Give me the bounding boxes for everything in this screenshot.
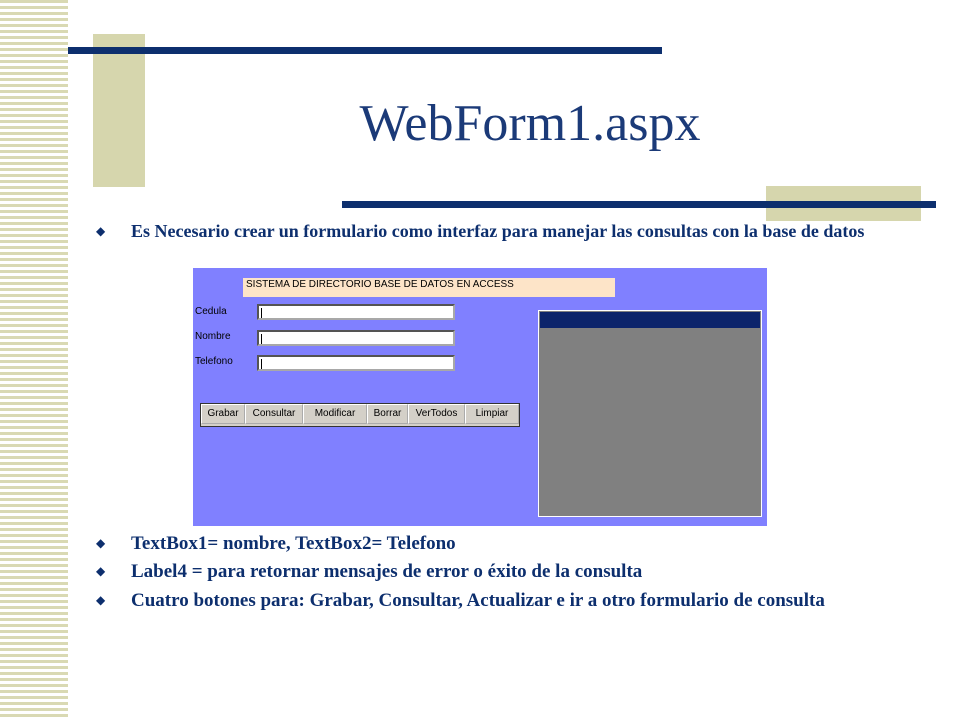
- diamond-bullet-icon: ◆: [96, 564, 106, 578]
- text-caret: [261, 334, 262, 344]
- modificar-button[interactable]: Modificar: [303, 404, 367, 424]
- telefono-input[interactable]: [257, 355, 455, 371]
- limpiar-button[interactable]: Limpiar: [465, 404, 519, 424]
- cedula-label: Cedula: [195, 306, 227, 317]
- borrar-button[interactable]: Borrar: [367, 404, 408, 424]
- bullet-text: Cuatro botones para: Grabar, Consultar, Actualizar e ir a otro formulario de consulta: [131, 590, 825, 611]
- diamond-bullet-icon: ◆: [96, 536, 106, 550]
- grabar-button[interactable]: Grabar: [201, 404, 245, 424]
- olive-block-decoration: [93, 34, 145, 187]
- bullet-text: Label4 = para retornar mensajes de error o éxito de la consulta: [131, 561, 643, 582]
- vertodos-button[interactable]: VerTodos: [408, 404, 465, 424]
- nombre-label: Nombre: [195, 331, 231, 342]
- nombre-input[interactable]: [257, 330, 455, 346]
- telefono-label: Telefono: [195, 356, 233, 367]
- results-listbox[interactable]: [538, 310, 762, 517]
- text-caret: [261, 308, 262, 318]
- consultar-button[interactable]: Consultar: [245, 404, 303, 424]
- bullet-text: TextBox1= nombre, TextBox2= Telefono: [131, 533, 456, 554]
- form-button-bar: [200, 403, 520, 427]
- webform-screenshot: [193, 268, 767, 526]
- cedula-input[interactable]: [257, 304, 455, 320]
- left-stripe-decoration: [0, 0, 68, 720]
- slide-title: WebForm1.aspx: [359, 95, 701, 152]
- bullet-text: Es Necesario crear un formulario como interfaz para manejar las consultas con la base de datos: [131, 221, 865, 241]
- mid-rule-decoration: [342, 201, 936, 208]
- diamond-bullet-icon: ◆: [96, 593, 106, 607]
- diamond-bullet-icon: ◆: [96, 224, 106, 238]
- text-caret: [261, 359, 262, 369]
- listbox-selected-row: [540, 312, 760, 328]
- form-header-label: SISTEMA DE DIRECTORIO BASE DE DATOS EN ACCESS: [243, 278, 615, 297]
- top-rule-decoration: [68, 47, 662, 54]
